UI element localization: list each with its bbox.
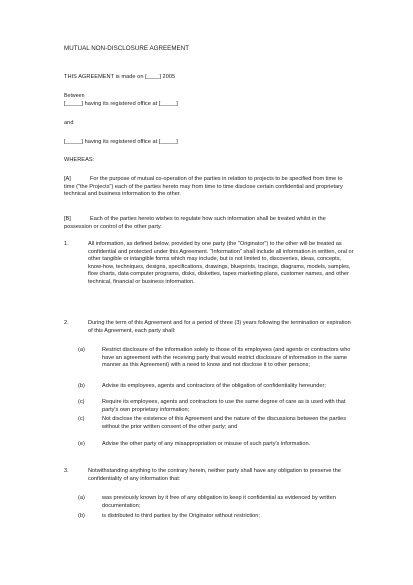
clause-2-item-d-text: Not disclose the existence of this Agreement and the nature of the discussions between the parties without the prior written consent of the other party; and [102,416,347,430]
recital-b-text: Each of the parties hereto wishes to regulate how such information shall be treated whilst in the possession or control of the other party. [64,216,326,230]
clause-2-text: During the term of this Agreement and for a period of three (3) years following the termination or expiration of this Agreement, each party shall: [88,320,351,334]
clause-2-item-b-text: Advise its employees, agents and contractors of the obligation of confidentiality hereunder; [102,383,326,389]
clause-3-item-b-text: is distributed to third parties by the Originator without restriction; [102,513,260,519]
clause-2-item-c-text: Require its employees, agents and contractors to use the same degree of care as is used with that party's own proprietary information; [102,399,346,413]
document-title: MUTUAL NON-DISCLOSURE AGREEMENT [64,45,190,52]
clause-3-item-a-label: (a) [78,495,85,501]
clause-1-label: 1. [64,241,69,247]
whereas-heading: WHEREAS: [64,157,95,163]
clause-1-text: All information, as defined below, provided by one party (the "Originator") to the other will be treated as confidential and protected under this Agreement. "Information" shall include all information in written, oral or other tangible or intangible forms which may include, but is not limited to, discoveries, ideas, concepts, know-how, techniques, designs, specifications, drawings, blueprints, tracings, diagrams, models, samples, flow charts, data computer programs, disks, diskettes, tapes marketing plans, customer names, and other technical, financial or business information. [88,241,354,285]
clause-3-item-b-label: (b) [78,513,85,519]
recital-a-label: [A] [64,176,71,182]
party-two-line: [_____] having its registered office at [_____] [64,139,178,145]
recital-b-label: [B] [64,216,71,222]
clause-2-item-b-label: (b) [78,383,85,389]
clause-2-label: 2. [64,320,69,326]
clause-2-item-d-label: (c) [78,416,85,422]
recital-a-text: For the purpose of mutual co-operation of the parties in relation to projects to be specified from time to time ("the Projects") each of the parties hereto may from time to time disclose certain confidential and proprietary technical and business information to the other. [64,176,343,198]
clause-3-label: 3. [64,468,69,474]
agreement-date-line: THIS AGREEMENT is made on [____] 2005 [64,74,176,80]
between-label: Between [64,93,85,99]
clause-3-item-a-text: was previously known by it free of any obligation to keep it confidential as evidenced by written documentation; [102,495,336,509]
and-label: and [64,120,74,126]
clause-2-item-e-text: Advise the other party of any misappropriation or misuse of such party's information. [102,441,311,447]
clause-2-item-e-label: (e) [78,441,85,447]
clause-2-item-a-label: (a) [78,347,85,353]
party-one-line: [_____] having its registered office at [_____] [64,101,178,107]
clause-2-item-a-text: Restrict disclosure of the information solely to those of its employees (and agents or contractors who have an agreement with the receiving party that would restrict disclosure of information in the same manner as this Agreement) with a need to know and not disclose it to other persons; [102,347,351,369]
clause-2-item-c-label: (c) [78,399,85,405]
clause-3-text: Notwithstanding anything to the contrary herein, neither party shall have any obligation to preserve the confidentiality of any information that: [88,468,341,482]
